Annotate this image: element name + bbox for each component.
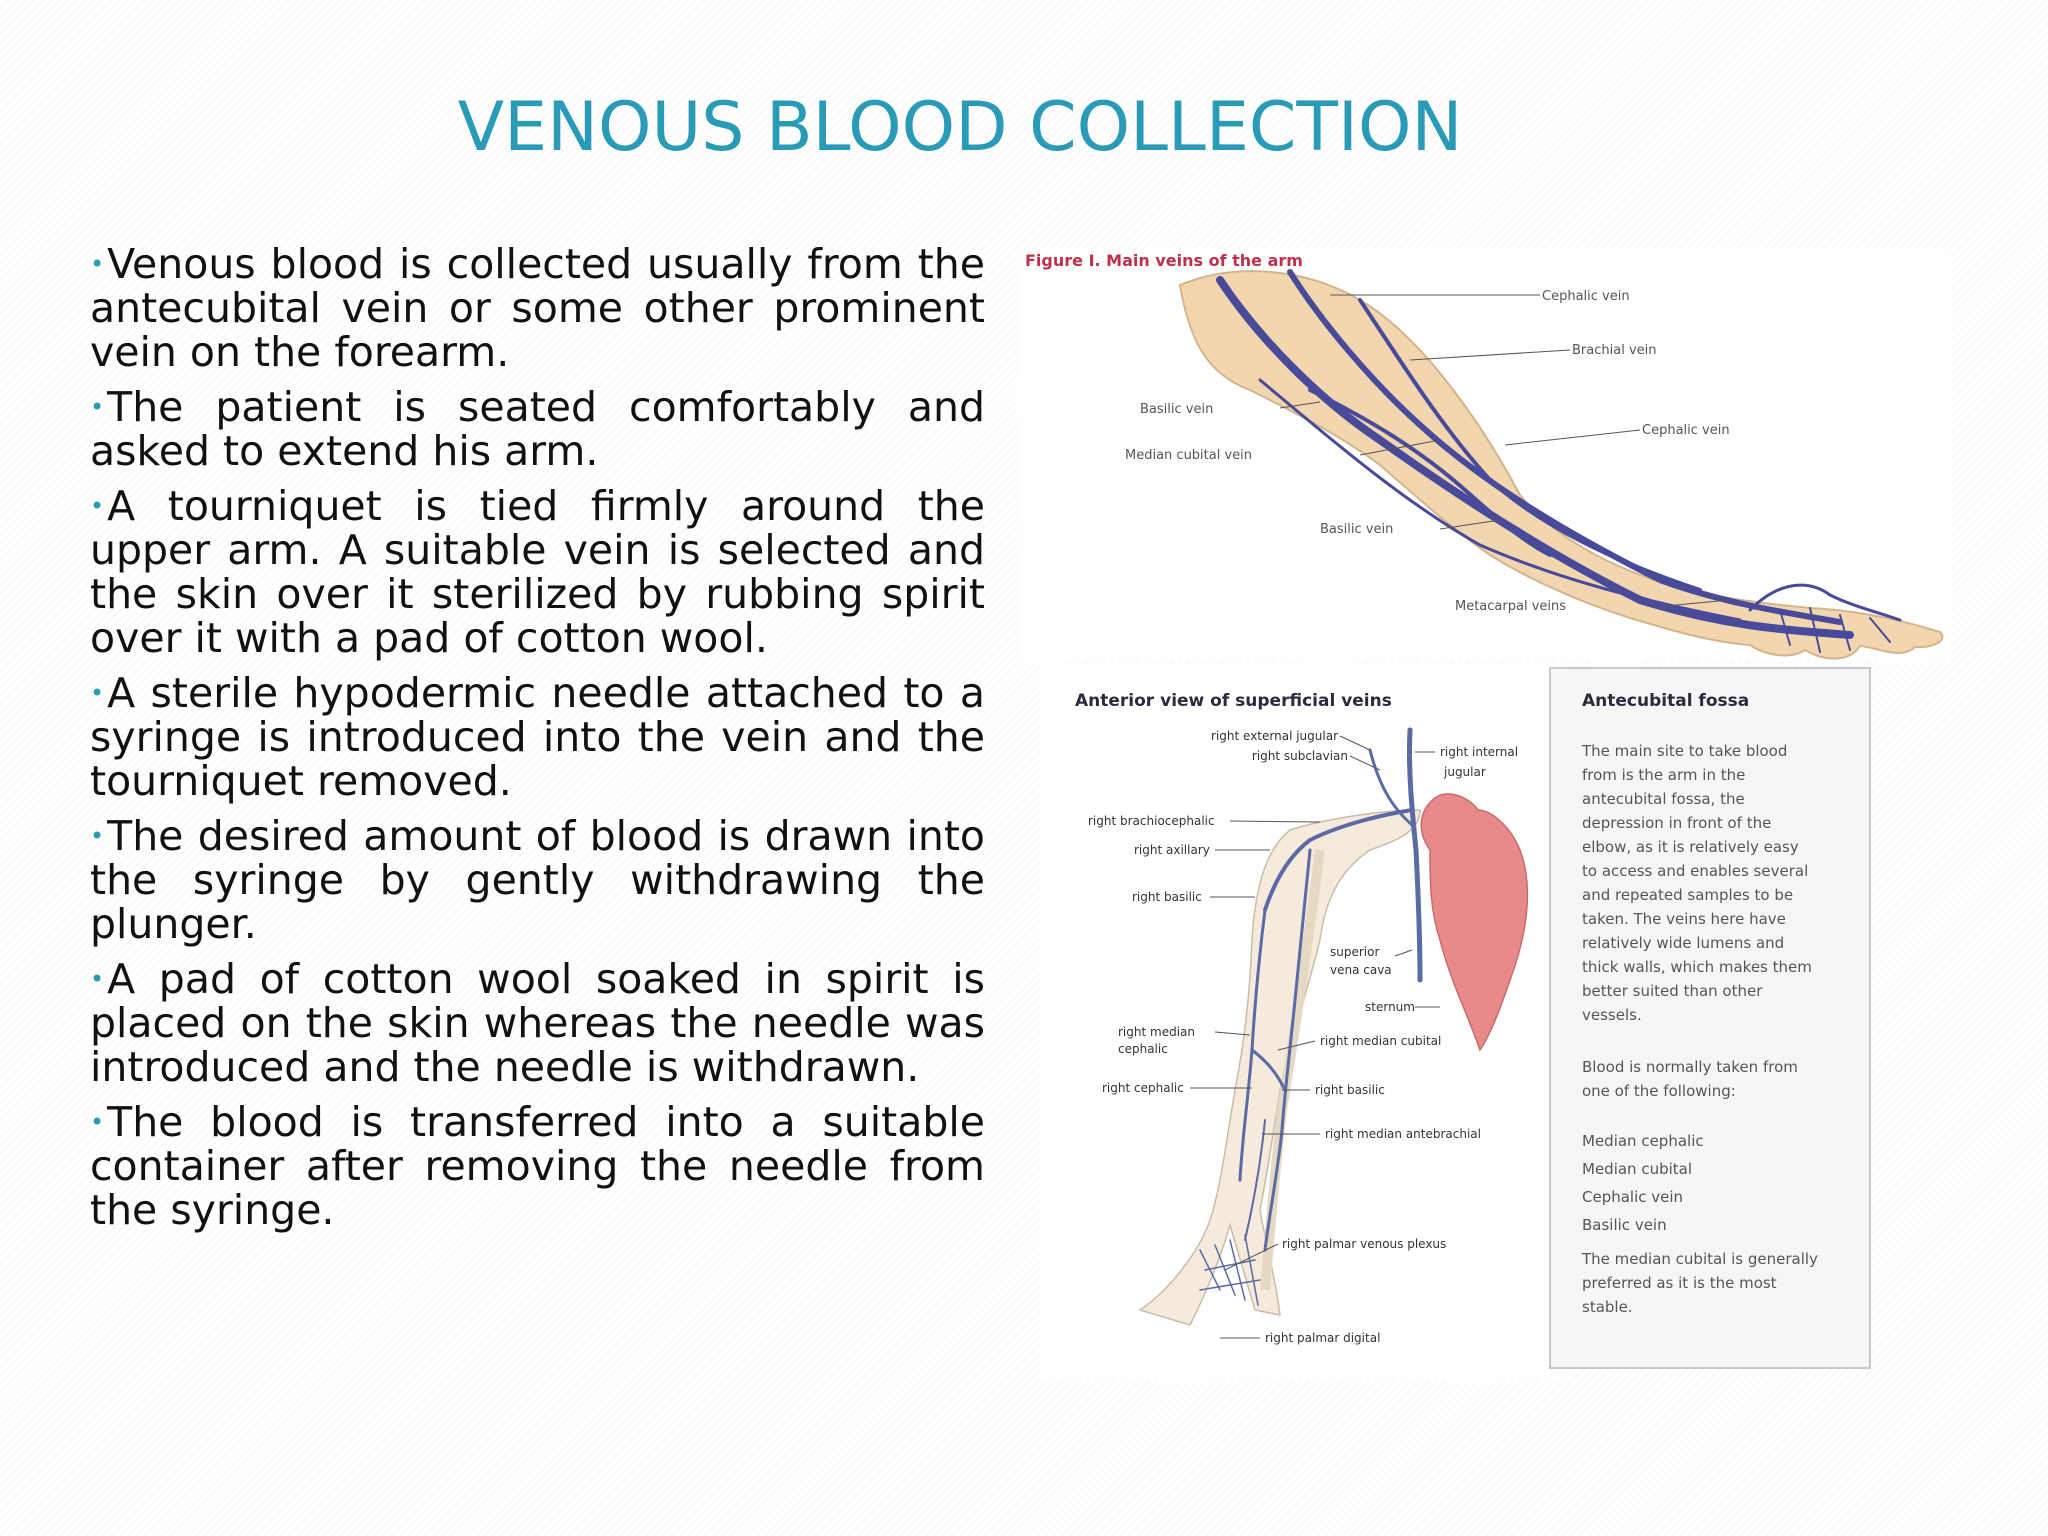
panel-line: preferred as it is the most [1582, 1274, 1777, 1292]
panel-line: from is the arm in the [1582, 766, 1746, 784]
panel-line: relatively wide lumens and [1582, 934, 1785, 952]
figure2-label: superior [1330, 945, 1380, 959]
bullet-item [90, 242, 985, 374]
figure2-label: right subclavian [1251, 749, 1348, 763]
panel-line: antecubital fossa, the [1582, 790, 1745, 808]
bullet-text: The blood is transferred into a suitable container after removing the needle from the syringe. [90, 1098, 985, 1234]
figure2-label: cephalic [1118, 1042, 1168, 1056]
panel-line: thick walls, which makes them [1582, 958, 1812, 976]
panel-list-item: Basilic vein [1582, 1216, 1667, 1234]
bullet-item [90, 957, 985, 1089]
panel-line: better suited than other [1582, 982, 1763, 1000]
figure1-label: Brachial vein [1572, 343, 1657, 358]
figure1 [1020, 250, 1950, 660]
figure1-label: Basilic vein [1320, 522, 1394, 537]
bullet-dot-icon: • [90, 492, 105, 520]
figure2-label: right axillary [1134, 843, 1210, 857]
figure2-label: right palmar digital [1265, 1331, 1381, 1345]
bullet-text: Venous blood is collected usually from the antecubital vein or some other prominent vein on the forearm. [90, 240, 985, 376]
panel-line: vessels. [1582, 1006, 1642, 1024]
antecubital-panel [1550, 668, 1870, 1368]
panel-line: The median cubital is generally [1582, 1250, 1818, 1268]
bullet-list [90, 242, 985, 1243]
figure2-heading: Anterior view of superficial veins [1075, 691, 1392, 711]
figure1-label: Cephalic vein [1542, 289, 1630, 304]
figure2-label: sternum [1365, 1000, 1415, 1014]
bullet-text: A sterile hypodermic needle attached to a syringe is introduced into the vein and the tourniquet removed. [90, 669, 985, 805]
bullet-item [90, 484, 985, 660]
figure1-label: Metacarpal veins [1455, 599, 1567, 614]
figure2-label: right external jugular [1211, 729, 1338, 743]
panel-list-item: Median cephalic [1582, 1132, 1704, 1150]
bullet-dot-icon: • [90, 250, 105, 278]
figure2 [1040, 665, 1570, 1380]
figure1-caption: Figure I. Main veins of the arm [1025, 251, 1303, 270]
slide-title: VENOUS BLOOD COLLECTION [457, 88, 1463, 167]
figure1-label: Basilic vein [1140, 402, 1214, 417]
panel-list-item: Cephalic vein [1582, 1188, 1684, 1206]
panel-heading: Antecubital fossa [1582, 691, 1750, 711]
panel-line: to access and enables several [1582, 862, 1809, 880]
figure2-label: right median [1118, 1025, 1195, 1039]
bullet-item [90, 814, 985, 946]
bullet-item [90, 671, 985, 803]
figure2-label: right basilic [1132, 890, 1202, 904]
figure2-label: right median antebrachial [1325, 1127, 1481, 1141]
bullet-item [90, 1100, 985, 1232]
panel-line: one of the following: [1582, 1082, 1736, 1100]
panel-line: depression in front of the [1582, 814, 1772, 832]
figure2-label: right palmar venous plexus [1282, 1237, 1447, 1251]
bullet-dot-icon: • [90, 393, 105, 421]
figure2-label: right internal [1440, 745, 1519, 759]
panel-line: and repeated samples to be [1582, 886, 1794, 904]
panel-line: taken. The veins here have [1582, 910, 1786, 928]
figure2-label: right basilic [1315, 1083, 1385, 1097]
figure2-label: vena cava [1330, 963, 1392, 977]
figure1-label: Median cubital vein [1125, 448, 1253, 463]
figure2-label: right median cubital [1320, 1034, 1442, 1048]
figure2-label: right brachiocephalic [1088, 814, 1215, 828]
panel-list-item: Median cubital [1582, 1160, 1693, 1178]
bullet-text: A tourniquet is tied firmly around the upper arm. A suitable vein is selected and the skin over it sterilized by rubbing spirit over it with a pad of cotton wool. [90, 482, 985, 662]
bullet-dot-icon: • [90, 1108, 105, 1136]
figure2-label: jugular [1444, 765, 1486, 779]
panel-line: The main site to take blood [1582, 742, 1788, 760]
bullet-text: The desired amount of blood is drawn into the syringe by gently withdrawing the plunger. [90, 812, 985, 948]
panel-line: elbow, as it is relatively easy [1582, 838, 1799, 856]
panel-line: Blood is normally taken from [1582, 1058, 1798, 1076]
panel-line: stable. [1582, 1298, 1633, 1316]
figure-svg [1020, 250, 1950, 1380]
figure2-label: right cephalic [1102, 1081, 1184, 1095]
bullet-item [90, 385, 985, 473]
figure-area [1020, 250, 1950, 1380]
bullet-dot-icon: • [90, 679, 105, 707]
bullet-dot-icon: • [90, 965, 105, 993]
bullet-dot-icon: • [90, 822, 105, 850]
bullet-text: A pad of cotton wool soaked in spirit is placed on the skin whereas the needle was introduced and the needle is withdrawn. [90, 955, 985, 1091]
bullet-text: The patient is seated comfortably and asked to extend his arm. [90, 383, 985, 475]
figure1-label: Cephalic vein [1642, 423, 1730, 438]
